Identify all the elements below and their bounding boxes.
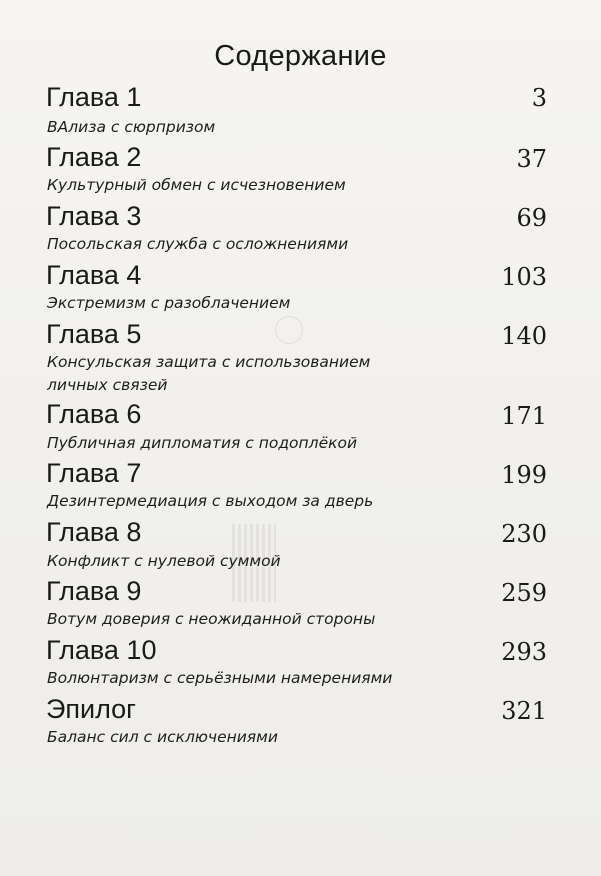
- page-number: 230: [501, 520, 547, 548]
- chapter-title: Глава 6: [46, 399, 142, 429]
- chapter-subtitle: Консульская защита с использованием: [47, 353, 371, 371]
- page-number: 103: [501, 263, 547, 291]
- chapter-subtitle: Дезинтермедиация с выходом за дверь: [47, 492, 374, 510]
- chapter-title: Глава 2: [46, 142, 142, 172]
- chapter-title: Глава 8: [46, 517, 142, 547]
- chapter-title: Глава 5: [46, 319, 142, 349]
- page-number: 293: [501, 638, 547, 666]
- chapter-title: Глава 3: [46, 201, 142, 231]
- page-number: 321: [501, 697, 547, 725]
- chapter-title: Глава 10: [46, 635, 157, 665]
- chapter-subtitle: Публичная дипломатия с подоплёкой: [47, 434, 358, 452]
- chapter-title: Глава 1: [46, 82, 142, 112]
- page-number: 37: [516, 145, 547, 173]
- chapter-subtitle: ВАлиза с сюрпризом: [47, 118, 216, 136]
- page-number: 69: [516, 204, 547, 232]
- chapter-subtitle: Баланс сил с исключениями: [47, 728, 278, 746]
- chapter-title: Эпилог: [46, 694, 137, 724]
- chapter-title: Глава 7: [46, 458, 142, 488]
- toc-title: Содержание: [214, 40, 387, 72]
- page-number: 199: [501, 461, 547, 489]
- chapter-subtitle: Экстремизм с разоблачением: [47, 294, 291, 312]
- chapter-subtitle: Культурный обмен с исчезновением: [47, 176, 346, 194]
- page-number: 3: [531, 84, 547, 112]
- page-number: 171: [501, 402, 547, 430]
- chapter-subtitle-continued: личных связей: [47, 376, 168, 394]
- page-number: 140: [501, 322, 547, 350]
- page-number: 259: [501, 579, 547, 607]
- chapter-subtitle: Конфликт с нулевой суммой: [47, 552, 281, 570]
- chapter-subtitle: Волюнтаризм с серьёзными намерениями: [47, 669, 393, 687]
- chapter-subtitle: Посольская служба с осложнениями: [47, 235, 349, 253]
- chapter-subtitle: Вотум доверия с неожиданной стороны: [47, 610, 376, 628]
- chapter-title: Глава 9: [46, 576, 142, 606]
- show-through-mark: [275, 316, 303, 344]
- chapter-title: Глава 4: [46, 260, 142, 290]
